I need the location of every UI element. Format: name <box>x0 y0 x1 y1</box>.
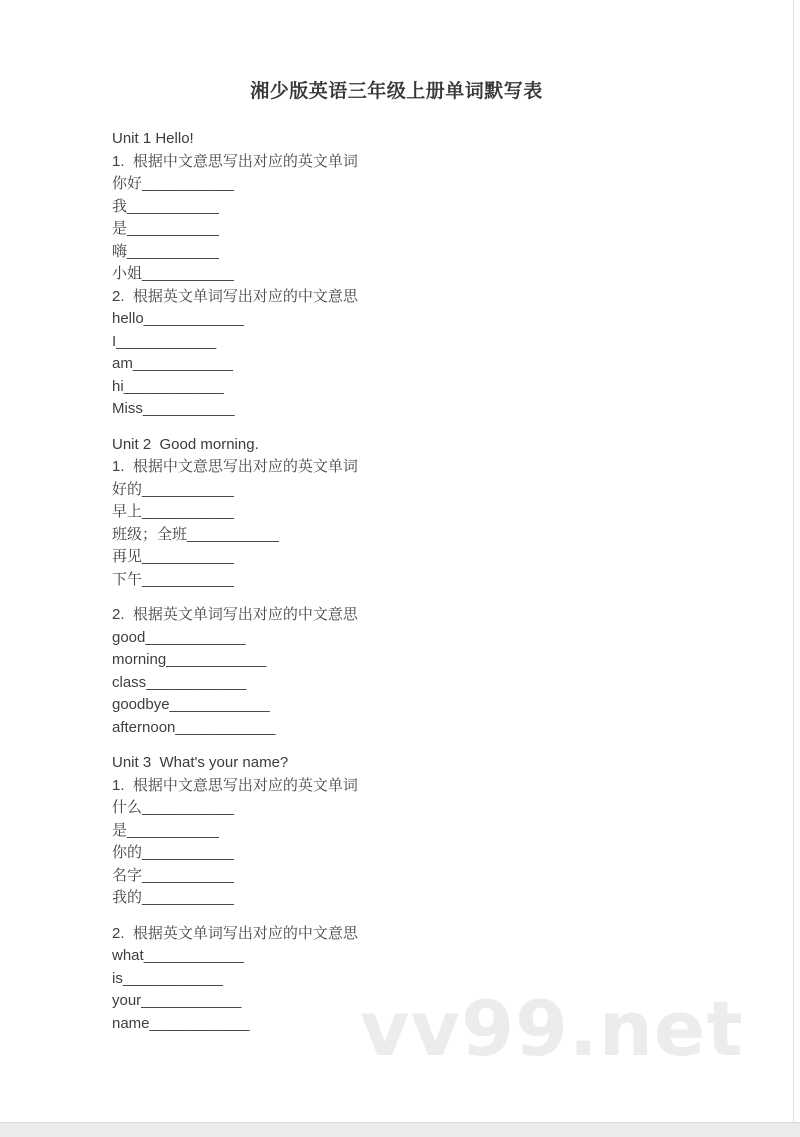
blank-line: ____________ <box>123 377 224 395</box>
blank-line: ___________ <box>142 400 235 417</box>
word-item <box>112 627 793 650</box>
word-label: what <box>112 947 144 964</box>
word-label: 你好 <box>112 175 143 192</box>
word-label: 小姐 <box>112 265 143 282</box>
blank-line: ___________ <box>127 197 219 215</box>
blank-line: ____________ <box>116 332 217 350</box>
word-label: 嗨 <box>112 242 128 260</box>
word-label: 好的 <box>112 480 143 498</box>
blank-line: ____________ <box>141 992 242 1009</box>
blank-line: ____________ <box>169 696 270 713</box>
word-item <box>112 569 793 592</box>
word-item <box>112 546 793 569</box>
section-spacer <box>112 739 793 752</box>
word-label: am <box>112 355 133 372</box>
word-item <box>112 196 793 219</box>
word-item <box>112 842 793 865</box>
word-label: 名字 <box>112 866 143 884</box>
blank-line: ____________ <box>146 673 247 691</box>
word-item <box>112 717 793 740</box>
word-label: 早上 <box>112 503 143 520</box>
blank-line: ____________ <box>145 628 246 646</box>
word-item <box>112 376 793 399</box>
blank-line: ___________ <box>142 503 234 520</box>
word-item <box>112 887 793 910</box>
word-item <box>112 353 793 376</box>
unit-3-instruction-1: 1. 根据中文意思写出对应的英文单词 <box>112 776 358 794</box>
word-item <box>112 241 793 264</box>
word-label: your <box>112 992 142 1009</box>
unit-2-instruction-1: 1. 根据中文意思写出对应的英文单词 <box>112 458 358 475</box>
unit-3-heading: Unit 3 What's your name? <box>112 754 289 771</box>
word-label: name <box>112 1014 150 1032</box>
unit-1-heading: Unit 1 Hello! <box>112 130 194 147</box>
word-item <box>112 945 793 968</box>
blank-line: ___________ <box>127 242 219 260</box>
blank-line: ____________ <box>132 355 233 372</box>
blank-line: ____________ <box>166 651 267 668</box>
word-label: 再见 <box>112 548 143 565</box>
blank-line: ____________ <box>143 947 244 964</box>
watermark: vv99.net <box>360 984 744 1073</box>
word-item <box>112 218 793 241</box>
unit-1-instruction-2: 2. 根据英文单词写出对应的中文意思 <box>112 287 358 305</box>
word-label: I <box>112 332 117 350</box>
word-item <box>112 865 793 888</box>
word-label: goodbye <box>112 696 170 713</box>
word-label: 我的 <box>112 889 143 906</box>
part-spacer <box>112 591 793 604</box>
word-label: 你的 <box>112 844 143 861</box>
unit-2-instruction-2: 2. 根据英文单词写出对应的中文意思 <box>112 606 358 623</box>
blank-line: ___________ <box>142 548 234 565</box>
word-item <box>112 501 793 524</box>
section-spacer <box>112 421 793 434</box>
word-label: 我 <box>112 197 128 215</box>
word-item <box>112 263 793 286</box>
blank-line: ___________ <box>142 480 234 498</box>
unit-1-instruction-1: 1. 根据中文意思写出对应的英文单词 <box>112 152 358 170</box>
document-body <box>112 128 793 1035</box>
blank-line: ____________ <box>122 969 223 987</box>
word-label: 下午 <box>112 570 143 588</box>
blank-line: ___________ <box>142 175 234 192</box>
blank-line: ___________ <box>142 799 234 816</box>
word-item <box>112 797 793 820</box>
word-label: is <box>112 969 123 987</box>
word-item <box>112 173 793 196</box>
word-label: class <box>112 673 147 691</box>
blank-line: ___________ <box>187 525 279 543</box>
word-label: 是 <box>112 220 128 237</box>
blank-line: ___________ <box>142 844 234 861</box>
word-label: afternoon <box>112 718 176 736</box>
word-item <box>112 479 793 502</box>
word-item <box>112 672 793 695</box>
word-item <box>112 649 793 672</box>
word-item <box>112 694 793 717</box>
word-label: hi <box>112 377 124 395</box>
word-label: 是 <box>112 821 128 839</box>
word-item <box>112 990 793 1013</box>
word-item <box>112 968 793 991</box>
blank-line: ___________ <box>142 866 234 884</box>
blank-line: ___________ <box>127 220 219 237</box>
word-item <box>112 398 793 421</box>
word-item <box>112 820 793 843</box>
word-label: hello <box>112 310 144 327</box>
page-bottom-background <box>0 1122 800 1137</box>
unit-2-heading: Unit 2 Good morning. <box>112 435 259 453</box>
word-item <box>112 1013 793 1036</box>
word-label: 什么 <box>112 799 143 816</box>
blank-line: ____________ <box>149 1014 250 1032</box>
word-label: good <box>112 628 146 646</box>
blank-line: ___________ <box>142 889 234 906</box>
word-item <box>112 524 793 547</box>
blank-line: ___________ <box>142 570 234 588</box>
word-label: 班级；全班 <box>112 525 188 543</box>
blank-line: ____________ <box>143 310 244 327</box>
word-item <box>112 308 793 331</box>
word-item <box>112 331 793 354</box>
unit-3-instruction-2: 2. 根据英文单词写出对应的中文意思 <box>112 924 358 942</box>
part-spacer <box>112 910 793 923</box>
word-label: morning <box>112 651 167 668</box>
blank-line: ___________ <box>142 265 234 282</box>
document-title: 湘少版英语三年级上册单词默写表 <box>250 81 543 102</box>
blank-line: ____________ <box>175 718 276 736</box>
word-label: Miss <box>112 400 143 417</box>
blank-line: ___________ <box>127 821 219 839</box>
